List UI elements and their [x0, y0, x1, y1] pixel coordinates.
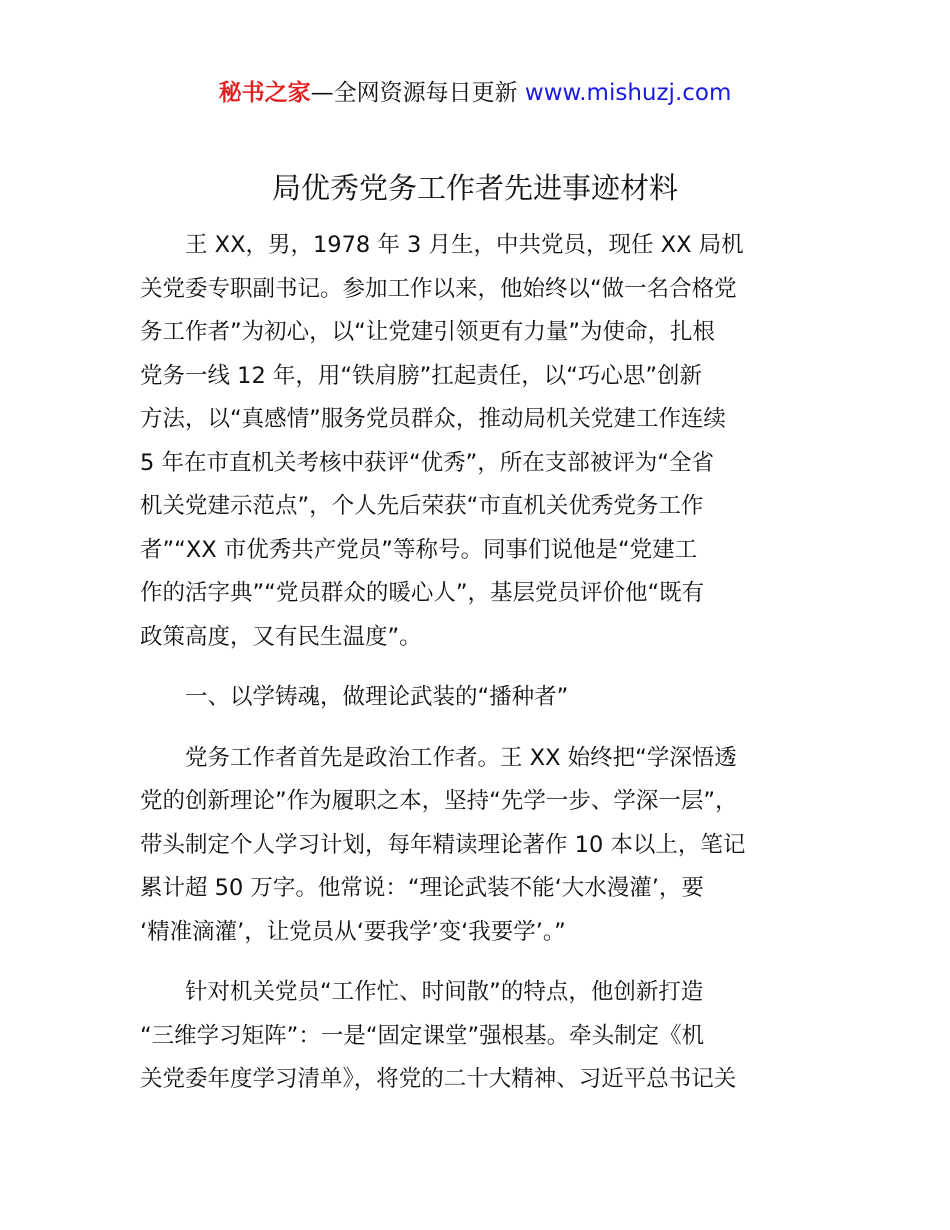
text-line: 王 XX，男，1978 年 3 月生，中共党员，现任 XX 局机: [140, 232, 744, 258]
paragraph-spacer: [140, 659, 830, 676]
text-line: “三维学习矩阵”：一是“固定课堂”强根基。牵头制定《机: [140, 1022, 705, 1049]
paragraph-spacer: [140, 954, 830, 971]
text-line: 方法，以“真感情”服务党员群众，推动局机关党建工作连续: [140, 406, 726, 432]
text-line: 累计超 50 万字。他常说：“理论武装不能‘大水漫灌’，要: [140, 875, 704, 901]
text-line: 关党委年度学习清单》，将党的二十大精神、习近平总书记关: [140, 1066, 737, 1092]
text-line: 机关党建示范点”，个人先后荣获“市直机关优秀党务工作: [140, 493, 704, 519]
text-line: 党务工作者首先是政治工作者。王 XX 始终把“学深悟透: [140, 744, 737, 771]
text-line: 党务一线 12 年，用“铁肩膀”扛起责任，以“巧心思”创新: [140, 362, 703, 389]
text-line: 者”“XX 市优秀共产党员”等称号。同事们说他是“党建工: [140, 536, 698, 563]
text-line: 带头制定个人学习计划，每年精读理论著作 10 本以上，笔记: [140, 831, 746, 858]
text-line: 5 年在市直机关考核中获评“优秀”，所在支部被评为“全省: [140, 449, 714, 476]
site-header: [0, 76, 950, 110]
text-line: 党的创新理论”作为履职之本，坚持“先学一步、学深一层”，: [140, 788, 738, 814]
section-heading-line: 一、以学铸魂，做理论武装的“播种者”: [140, 684, 569, 710]
site-tagline: —全网资源每日更新: [310, 80, 525, 106]
text-line: ‘精准滴灌’，让党员从‘要我学’变‘我要学’。”: [140, 918, 566, 945]
text-line: 务工作者”为初心，以“让党建引领更有力量”为使命，扎根: [140, 319, 715, 345]
paragraph-matrix: [140, 971, 830, 1102]
site-url-link[interactable]: www.mishuzj.com: [524, 80, 732, 106]
text-line: 政策高度，又有民生温度”。: [140, 623, 422, 650]
section-heading: [140, 676, 830, 720]
text-line: 作的活字典”“党员群众的暖心人”，基层党员评价他“既有: [140, 580, 705, 606]
document-body: [140, 224, 830, 1102]
text-line: 针对机关党员“工作忙、时间散”的特点，他创新打造: [140, 979, 704, 1005]
text-line: 关党委专职副书记。参加工作以来，他始终以“做一名合格党: [140, 275, 737, 302]
paragraph-spacer: [140, 720, 830, 737]
site-brand: 秘书之家: [218, 80, 311, 106]
document-title: 局优秀党务工作者先进事迹材料: [271, 171, 678, 205]
paragraph-intro: [140, 224, 830, 659]
paragraph-theory: [140, 737, 830, 955]
